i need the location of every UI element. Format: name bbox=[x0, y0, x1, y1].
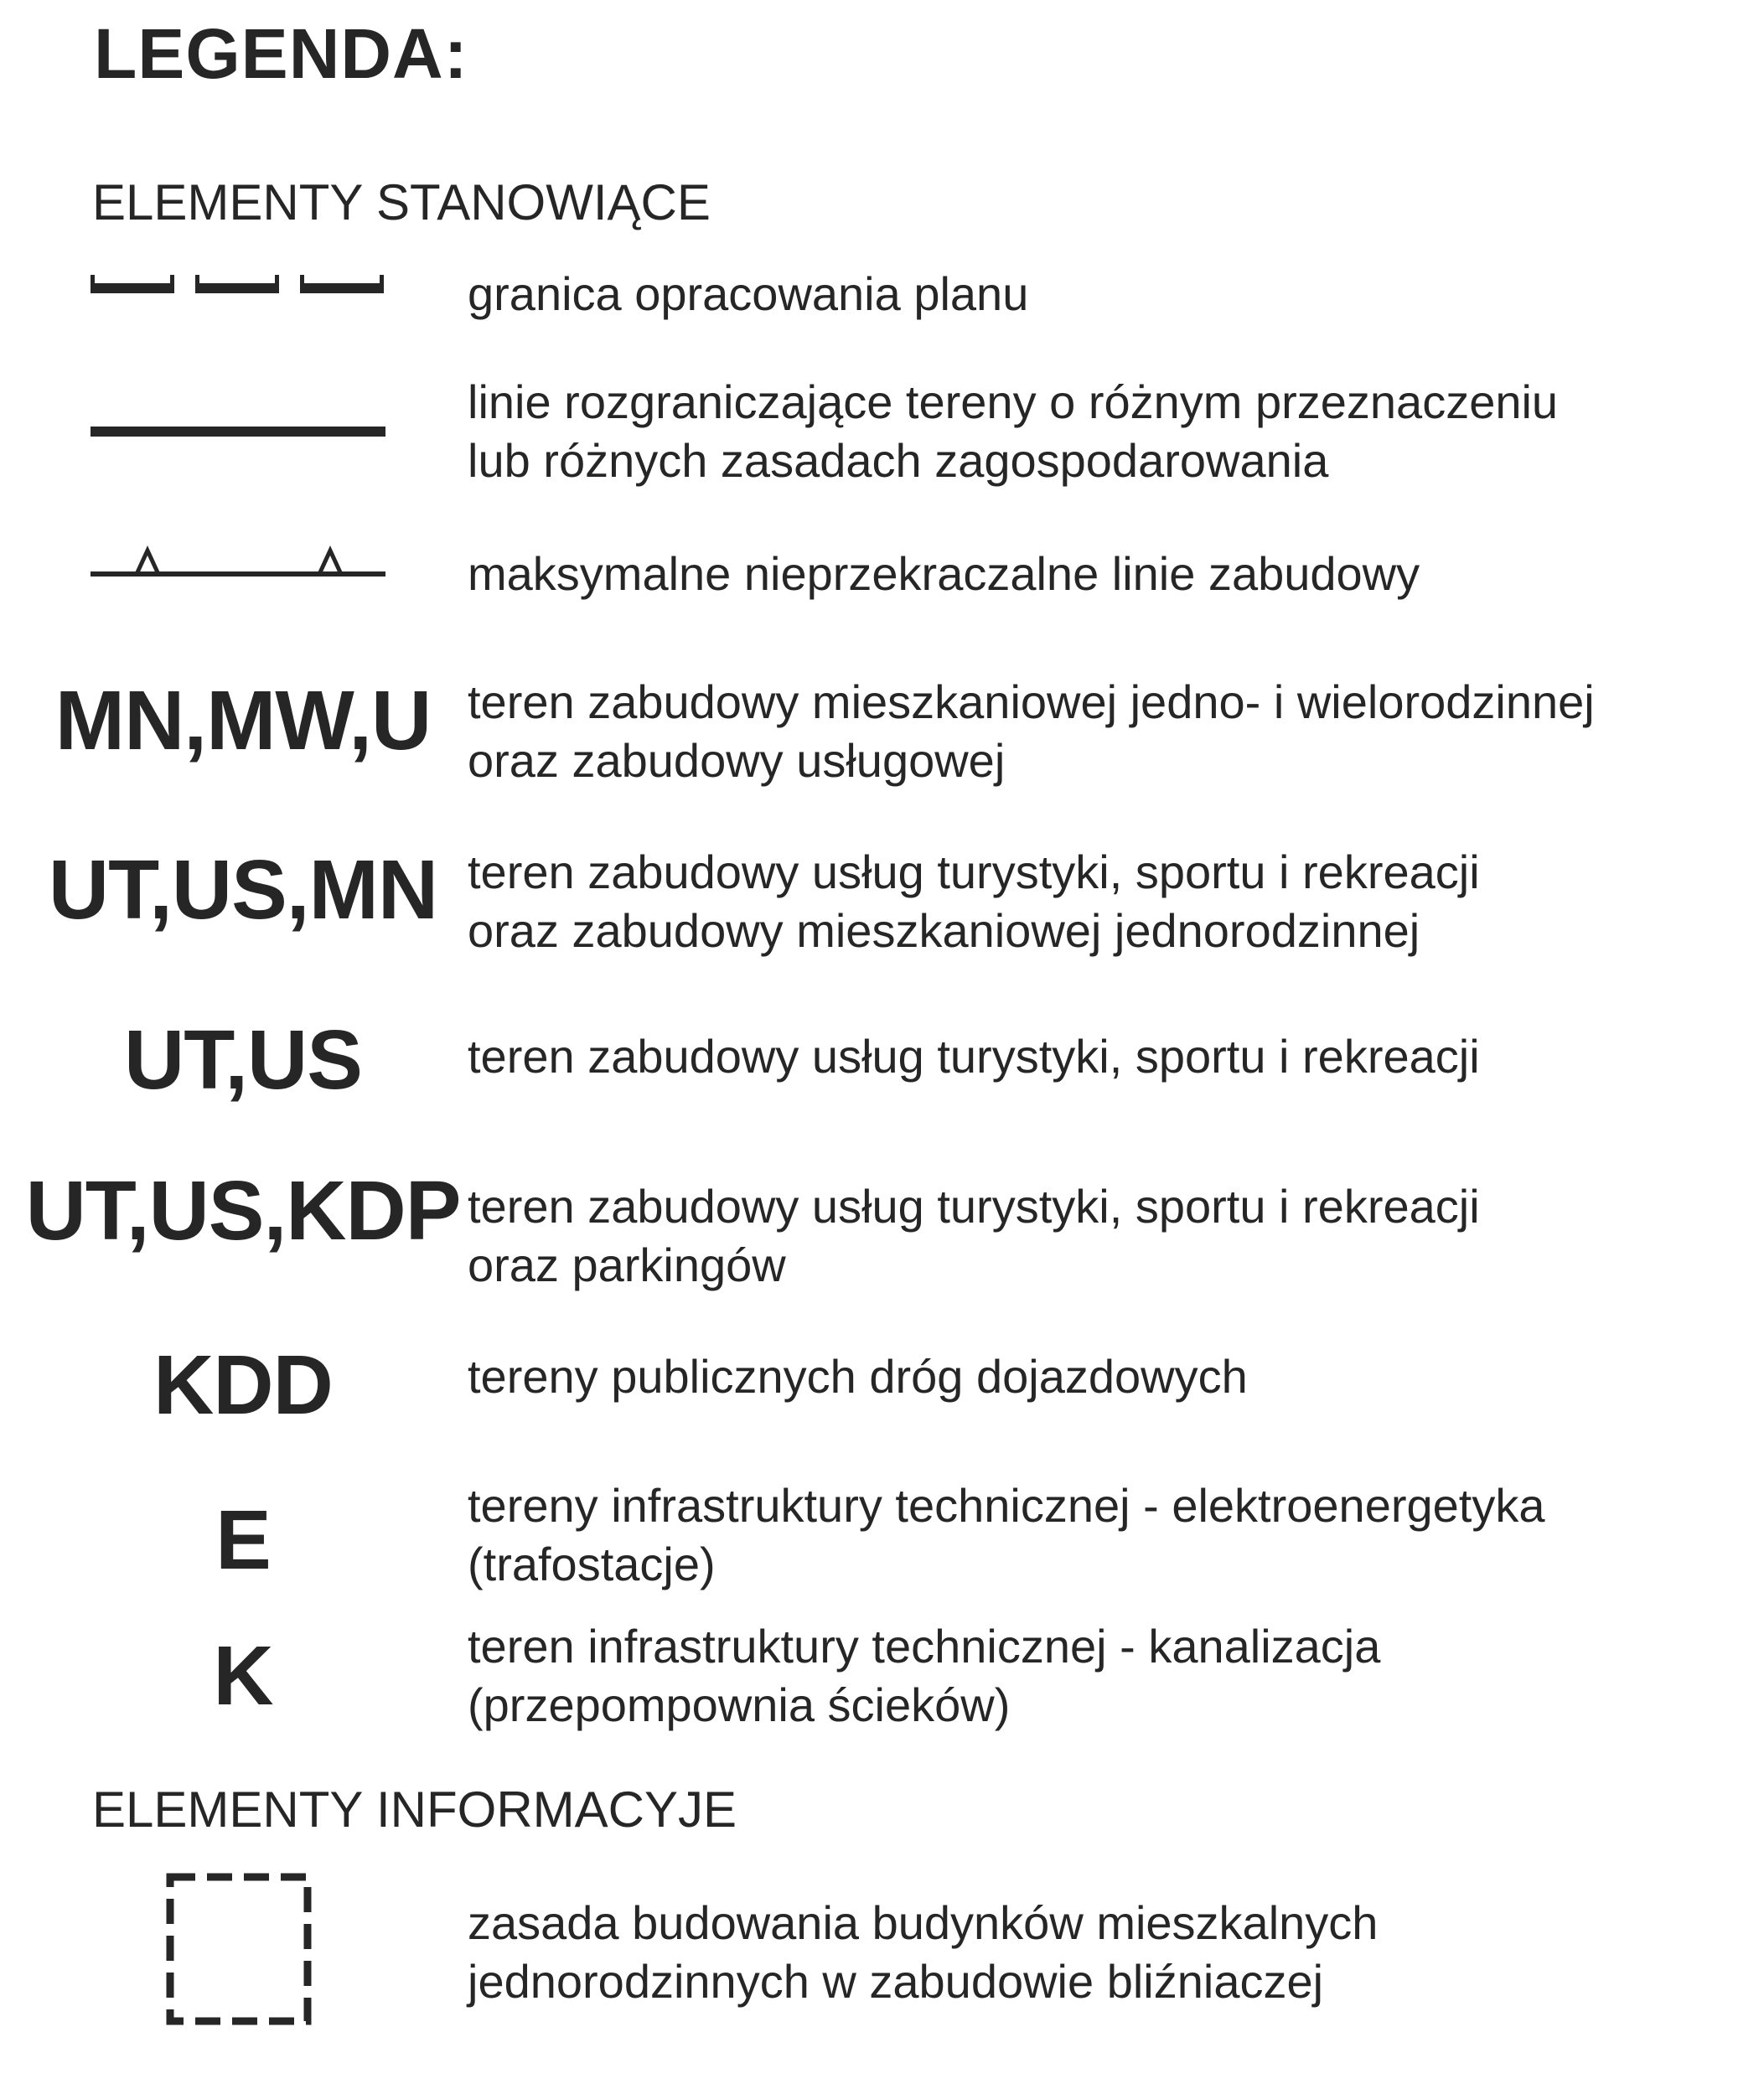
legend-description: teren zabudowy mieszkaniowej jedno- i wielorodzinnej oraz zabudowy usługowej bbox=[468, 675, 1595, 787]
boundary-line-icon bbox=[88, 266, 390, 308]
legend-description: tereny publicznych dróg dojazdowych bbox=[468, 1350, 1248, 1403]
legend-code: E bbox=[215, 1493, 271, 1587]
dashed-square-icon bbox=[163, 1870, 314, 2030]
legend-description: teren zabudowy usług turystyki, sportu i rekreacji oraz parkingów bbox=[468, 1180, 1480, 1291]
legend-code: UT,US bbox=[124, 1013, 362, 1107]
legend-code: K bbox=[213, 1629, 273, 1723]
building-line-icon bbox=[91, 540, 385, 582]
legend-description: granica opracowania planu bbox=[468, 267, 1029, 320]
legend-description: maksymalne nieprzekraczalne linie zabudowy bbox=[468, 547, 1420, 600]
legend-description: teren infrastruktury technicznej - kanalizacja (przepompownia ścieków) bbox=[468, 1620, 1381, 1731]
legend-code: UT,US,KDP bbox=[25, 1164, 461, 1258]
section-info-heading: ELEMENTY INFORMACYJE bbox=[92, 1781, 737, 1838]
legend-code: MN,MW,U bbox=[54, 674, 432, 768]
legend-description: teren zabudowy usług turystyki, sportu i rekreacji oraz zabudowy mieszkaniowej jednorodzinnej bbox=[468, 845, 1480, 957]
legend-title: LEGENDA: bbox=[94, 14, 468, 93]
legend-code: UT,US,MN bbox=[48, 843, 438, 937]
section-binding-heading: ELEMENTY STANOWIĄCE bbox=[92, 174, 711, 230]
legend-description: tereny infrastruktury technicznej - elektroenergetyka (trafostacje) bbox=[468, 1479, 1545, 1590]
legend-description: linie rozgraniczające tereny o różnym przeznaczeniu lub różnych zasadach zagospodarowania bbox=[468, 375, 1559, 487]
legend-description: teren zabudowy usług turystyki, sportu i rekreacji bbox=[468, 1030, 1480, 1083]
legend-description: zasada budowania budynków mieszkalnych jednorodzinnych w zabudowie bliźniaczej bbox=[468, 1896, 1379, 2008]
solid-line-icon bbox=[91, 423, 385, 440]
legend-code: KDD bbox=[153, 1338, 333, 1432]
